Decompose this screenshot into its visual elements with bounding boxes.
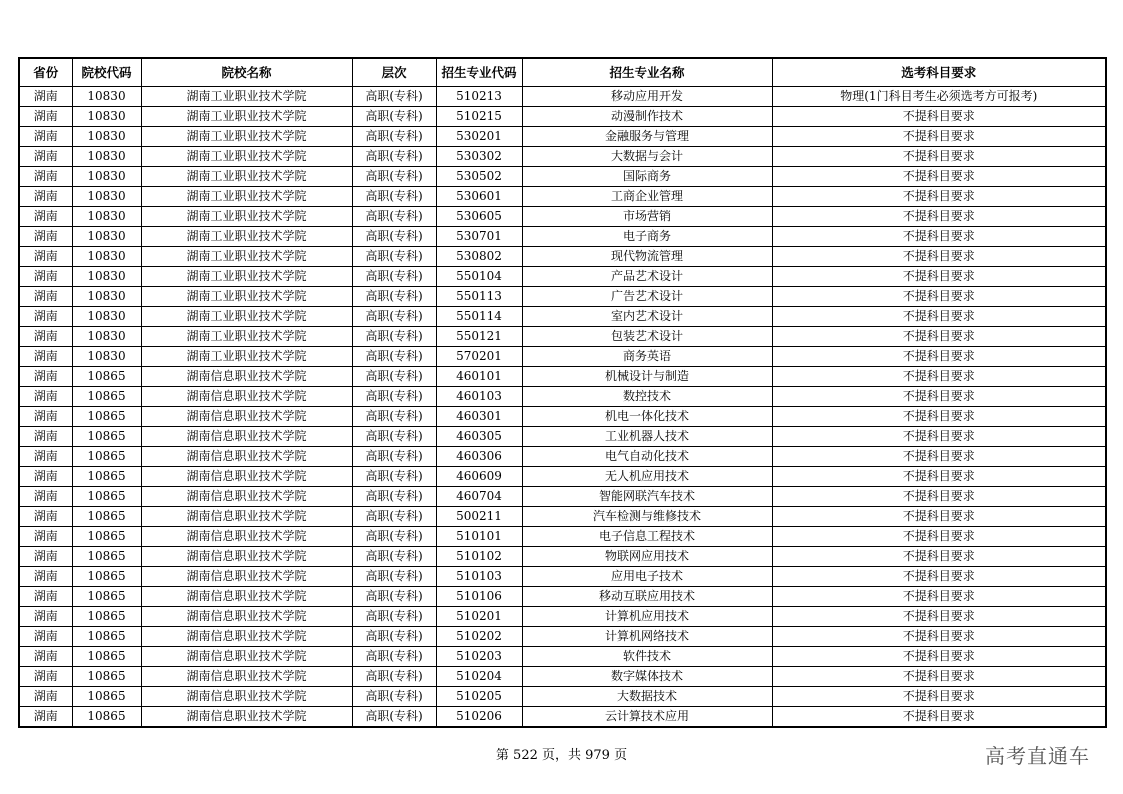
cell-major-code: 510204 (436, 667, 522, 687)
cell-school-name: 湖南信息职业技术学院 (141, 467, 352, 487)
table-row (19, 687, 1106, 707)
cell-province: 湖南 (19, 507, 72, 527)
cell-school-code: 10865 (72, 527, 141, 547)
table-row (19, 107, 1106, 127)
cell-subject-requirement: 不提科目要求 (772, 227, 1106, 247)
cell-school-name: 湖南工业职业技术学院 (141, 247, 352, 267)
cell-level: 高职(专科) (352, 147, 436, 167)
cell-province: 湖南 (19, 347, 72, 367)
cell-school-name: 湖南信息职业技术学院 (141, 647, 352, 667)
table-row (19, 627, 1106, 647)
table-row (19, 327, 1106, 347)
cell-subject-requirement: 不提科目要求 (772, 427, 1106, 447)
cell-subject-requirement: 不提科目要求 (772, 307, 1106, 327)
cell-province: 湖南 (19, 687, 72, 707)
cell-school-name: 湖南信息职业技术学院 (141, 587, 352, 607)
cell-major-code: 530701 (436, 227, 522, 247)
table-row (19, 407, 1106, 427)
cell-school-code: 10865 (72, 627, 141, 647)
table-row (19, 227, 1106, 247)
cell-major-code: 550121 (436, 327, 522, 347)
cell-province: 湖南 (19, 127, 72, 147)
cell-school-name: 湖南信息职业技术学院 (141, 607, 352, 627)
table-row (19, 567, 1106, 587)
cell-subject-requirement: 不提科目要求 (772, 407, 1106, 427)
cell-subject-requirement: 不提科目要求 (772, 627, 1106, 647)
table-row (19, 647, 1106, 667)
cell-province: 湖南 (19, 187, 72, 207)
cell-school-code: 10830 (72, 147, 141, 167)
cell-major-code: 460305 (436, 427, 522, 447)
cell-province: 湖南 (19, 387, 72, 407)
cell-school-name: 湖南信息职业技术学院 (141, 627, 352, 647)
cell-subject-requirement: 不提科目要求 (772, 287, 1106, 307)
cell-subject-requirement: 不提科目要求 (772, 527, 1106, 547)
cell-subject-requirement: 物理(1门科目考生必须选考方可报考) (772, 87, 1106, 107)
table-row (19, 527, 1106, 547)
cell-major-code: 510102 (436, 547, 522, 567)
cell-school-code: 10865 (72, 447, 141, 467)
cell-major-name: 现代物流管理 (522, 247, 772, 267)
cell-school-code: 10830 (72, 227, 141, 247)
cell-subject-requirement: 不提科目要求 (772, 447, 1106, 467)
cell-subject-requirement: 不提科目要求 (772, 567, 1106, 587)
cell-province: 湖南 (19, 287, 72, 307)
cell-subject-requirement: 不提科目要求 (772, 507, 1106, 527)
cell-subject-requirement: 不提科目要求 (772, 107, 1106, 127)
cell-school-name: 湖南工业职业技术学院 (141, 107, 352, 127)
cell-major-name: 云计算技术应用 (522, 707, 772, 728)
cell-school-code: 10865 (72, 567, 141, 587)
cell-school-code: 10865 (72, 587, 141, 607)
cell-level: 高职(专科) (352, 307, 436, 327)
cell-school-name: 湖南信息职业技术学院 (141, 407, 352, 427)
cell-subject-requirement: 不提科目要求 (772, 187, 1106, 207)
cell-school-name: 湖南信息职业技术学院 (141, 547, 352, 567)
cell-major-code: 460609 (436, 467, 522, 487)
page-number: 第 522 页，共 979 页 (495, 748, 628, 763)
cell-major-name: 汽车检测与维修技术 (522, 507, 772, 527)
table-row (19, 167, 1106, 187)
header-major-name: 招生专业名称 (522, 58, 772, 87)
cell-school-name: 湖南信息职业技术学院 (141, 667, 352, 687)
cell-province: 湖南 (19, 627, 72, 647)
cell-major-name: 数控技术 (522, 387, 772, 407)
cell-school-code: 10830 (72, 287, 141, 307)
cell-major-name: 包装艺术设计 (522, 327, 772, 347)
cell-school-code: 10865 (72, 407, 141, 427)
cell-level: 高职(专科) (352, 447, 436, 467)
cell-major-code: 550114 (436, 307, 522, 327)
cell-level: 高职(专科) (352, 687, 436, 707)
cell-level: 高职(专科) (352, 107, 436, 127)
cell-major-code: 530302 (436, 147, 522, 167)
cell-level: 高职(专科) (352, 227, 436, 247)
cell-major-name: 智能网联汽车技术 (522, 487, 772, 507)
cell-major-name: 计算机应用技术 (522, 607, 772, 627)
cell-subject-requirement: 不提科目要求 (772, 347, 1106, 367)
cell-school-name: 湖南工业职业技术学院 (141, 127, 352, 147)
cell-subject-requirement: 不提科目要求 (772, 707, 1106, 728)
cell-school-name: 湖南信息职业技术学院 (141, 687, 352, 707)
cell-major-name: 电气自动化技术 (522, 447, 772, 467)
cell-subject-requirement: 不提科目要求 (772, 667, 1106, 687)
cell-major-name: 机械设计与制造 (522, 367, 772, 387)
cell-major-name: 软件技术 (522, 647, 772, 667)
cell-subject-requirement: 不提科目要求 (772, 467, 1106, 487)
cell-major-code: 510101 (436, 527, 522, 547)
cell-level: 高职(专科) (352, 647, 436, 667)
cell-subject-requirement: 不提科目要求 (772, 327, 1106, 347)
cell-school-name: 湖南工业职业技术学院 (141, 147, 352, 167)
cell-province: 湖南 (19, 427, 72, 447)
cell-level: 高职(专科) (352, 187, 436, 207)
cell-province: 湖南 (19, 87, 72, 107)
cell-level: 高职(专科) (352, 327, 436, 347)
cell-school-code: 10865 (72, 607, 141, 627)
table-row (19, 447, 1106, 467)
cell-school-name: 湖南工业职业技术学院 (141, 167, 352, 187)
cell-major-name: 物联网应用技术 (522, 547, 772, 567)
table-row (19, 467, 1106, 487)
cell-school-code: 10830 (72, 347, 141, 367)
cell-major-name: 计算机网络技术 (522, 627, 772, 647)
cell-major-name: 电子信息工程技术 (522, 527, 772, 547)
cell-major-name: 金融服务与管理 (522, 127, 772, 147)
cell-province: 湖南 (19, 247, 72, 267)
cell-school-name: 湖南信息职业技术学院 (141, 427, 352, 447)
table-row (19, 87, 1106, 107)
cell-school-code: 10865 (72, 547, 141, 567)
cell-school-name: 湖南信息职业技术学院 (141, 567, 352, 587)
cell-school-code: 10830 (72, 207, 141, 227)
cell-level: 高职(专科) (352, 707, 436, 728)
cell-major-code: 550113 (436, 287, 522, 307)
cell-school-code: 10830 (72, 327, 141, 347)
header-level: 层次 (352, 58, 436, 87)
cell-level: 高职(专科) (352, 567, 436, 587)
cell-level: 高职(专科) (352, 87, 436, 107)
cell-province: 湖南 (19, 107, 72, 127)
cell-major-code: 460101 (436, 367, 522, 387)
table-row (19, 707, 1106, 728)
cell-major-name: 广告艺术设计 (522, 287, 772, 307)
cell-school-name: 湖南工业职业技术学院 (141, 187, 352, 207)
table-row (19, 367, 1106, 387)
cell-major-name: 大数据技术 (522, 687, 772, 707)
cell-level: 高职(专科) (352, 387, 436, 407)
cell-major-code: 510213 (436, 87, 522, 107)
cell-school-code: 10865 (72, 707, 141, 728)
cell-subject-requirement: 不提科目要求 (772, 367, 1106, 387)
cell-level: 高职(专科) (352, 587, 436, 607)
cell-major-name: 市场营销 (522, 207, 772, 227)
cell-level: 高职(专科) (352, 167, 436, 187)
table-row (19, 547, 1106, 567)
table-row (19, 127, 1106, 147)
cell-province: 湖南 (19, 547, 72, 567)
cell-subject-requirement: 不提科目要求 (772, 127, 1106, 147)
cell-major-name: 应用电子技术 (522, 567, 772, 587)
cell-school-code: 10830 (72, 267, 141, 287)
cell-level: 高职(专科) (352, 207, 436, 227)
cell-province: 湖南 (19, 207, 72, 227)
cell-major-name: 工商企业管理 (522, 187, 772, 207)
cell-school-name: 湖南工业职业技术学院 (141, 327, 352, 347)
cell-major-code: 530802 (436, 247, 522, 267)
table-row (19, 307, 1106, 327)
cell-school-code: 10830 (72, 87, 141, 107)
cell-province: 湖南 (19, 147, 72, 167)
cell-province: 湖南 (19, 447, 72, 467)
cell-level: 高职(专科) (352, 267, 436, 287)
table-row (19, 427, 1106, 447)
cell-province: 湖南 (19, 307, 72, 327)
cell-school-name: 湖南信息职业技术学院 (141, 527, 352, 547)
cell-school-code: 10865 (72, 467, 141, 487)
cell-major-code: 530201 (436, 127, 522, 147)
cell-province: 湖南 (19, 407, 72, 427)
cell-school-code: 10865 (72, 687, 141, 707)
table-row (19, 347, 1106, 367)
cell-level: 高职(专科) (352, 407, 436, 427)
cell-province: 湖南 (19, 167, 72, 187)
cell-major-code: 460704 (436, 487, 522, 507)
table-header-row (19, 58, 1106, 87)
cell-level: 高职(专科) (352, 347, 436, 367)
cell-major-name: 移动应用开发 (522, 87, 772, 107)
cell-major-name: 电子商务 (522, 227, 772, 247)
cell-subject-requirement: 不提科目要求 (772, 607, 1106, 627)
cell-level: 高职(专科) (352, 547, 436, 567)
cell-province: 湖南 (19, 587, 72, 607)
cell-province: 湖南 (19, 327, 72, 347)
cell-school-code: 10865 (72, 387, 141, 407)
header-school-code: 院校代码 (72, 58, 141, 87)
cell-school-name: 湖南工业职业技术学院 (141, 227, 352, 247)
table-row (19, 247, 1106, 267)
cell-major-code: 510215 (436, 107, 522, 127)
cell-major-code: 530601 (436, 187, 522, 207)
cell-level: 高职(专科) (352, 487, 436, 507)
cell-subject-requirement: 不提科目要求 (772, 247, 1106, 267)
table-row (19, 387, 1106, 407)
cell-major-name: 动漫制作技术 (522, 107, 772, 127)
cell-subject-requirement: 不提科目要求 (772, 207, 1106, 227)
cell-major-code: 530502 (436, 167, 522, 187)
table-row (19, 147, 1106, 167)
cell-major-name: 机电一体化技术 (522, 407, 772, 427)
cell-province: 湖南 (19, 567, 72, 587)
cell-major-code: 500211 (436, 507, 522, 527)
cell-province: 湖南 (19, 367, 72, 387)
cell-major-code: 460103 (436, 387, 522, 407)
cell-level: 高职(专科) (352, 427, 436, 447)
cell-school-code: 10830 (72, 127, 141, 147)
cell-level: 高职(专科) (352, 527, 436, 547)
cell-level: 高职(专科) (352, 507, 436, 527)
cell-province: 湖南 (19, 487, 72, 507)
table-row (19, 267, 1106, 287)
cell-province: 湖南 (19, 707, 72, 728)
table-row (19, 507, 1106, 527)
cell-subject-requirement: 不提科目要求 (772, 387, 1106, 407)
cell-subject-requirement: 不提科目要求 (772, 587, 1106, 607)
cell-subject-requirement: 不提科目要求 (772, 267, 1106, 287)
cell-province: 湖南 (19, 527, 72, 547)
cell-level: 高职(专科) (352, 247, 436, 267)
cell-level: 高职(专科) (352, 627, 436, 647)
cell-province: 湖南 (19, 647, 72, 667)
cell-major-code: 510201 (436, 607, 522, 627)
header-major-code: 招生专业代码 (436, 58, 522, 87)
table-row (19, 207, 1106, 227)
cell-school-name: 湖南信息职业技术学院 (141, 367, 352, 387)
cell-level: 高职(专科) (352, 367, 436, 387)
cell-school-name: 湖南信息职业技术学院 (141, 507, 352, 527)
cell-major-name: 无人机应用技术 (522, 467, 772, 487)
cell-school-name: 湖南信息职业技术学院 (141, 447, 352, 467)
cell-level: 高职(专科) (352, 607, 436, 627)
cell-school-code: 10830 (72, 187, 141, 207)
cell-major-code: 510103 (436, 567, 522, 587)
cell-school-code: 10865 (72, 507, 141, 527)
watermark-logo-text: 高考直通车 (985, 744, 1090, 768)
cell-school-name: 湖南工业职业技术学院 (141, 347, 352, 367)
cell-level: 高职(专科) (352, 287, 436, 307)
cell-province: 湖南 (19, 667, 72, 687)
cell-major-code: 460306 (436, 447, 522, 467)
header-school-name: 院校名称 (141, 58, 352, 87)
cell-province: 湖南 (19, 607, 72, 627)
cell-level: 高职(专科) (352, 667, 436, 687)
cell-major-name: 数字媒体技术 (522, 667, 772, 687)
cell-school-name: 湖南信息职业技术学院 (141, 387, 352, 407)
cell-school-name: 湖南工业职业技术学院 (141, 287, 352, 307)
cell-major-name: 移动互联应用技术 (522, 587, 772, 607)
cell-subject-requirement: 不提科目要求 (772, 147, 1106, 167)
table-row (19, 487, 1106, 507)
cell-major-name: 工业机器人技术 (522, 427, 772, 447)
cell-school-name: 湖南工业职业技术学院 (141, 307, 352, 327)
cell-major-code: 510106 (436, 587, 522, 607)
cell-school-name: 湖南工业职业技术学院 (141, 207, 352, 227)
cell-major-code: 510203 (436, 647, 522, 667)
cell-school-name: 湖南信息职业技术学院 (141, 487, 352, 507)
table-row (19, 667, 1106, 687)
cell-subject-requirement: 不提科目要求 (772, 687, 1106, 707)
cell-province: 湖南 (19, 227, 72, 247)
cell-subject-requirement: 不提科目要求 (772, 167, 1106, 187)
table-row (19, 607, 1106, 627)
cell-major-name: 国际商务 (522, 167, 772, 187)
cell-major-code: 510202 (436, 627, 522, 647)
cell-school-code: 10830 (72, 247, 141, 267)
cell-school-name: 湖南信息职业技术学院 (141, 707, 352, 728)
admissions-table (18, 57, 1107, 728)
cell-major-code: 530605 (436, 207, 522, 227)
table-row (19, 587, 1106, 607)
cell-major-name: 商务英语 (522, 347, 772, 367)
cell-level: 高职(专科) (352, 467, 436, 487)
cell-major-code: 510205 (436, 687, 522, 707)
cell-major-name: 室内艺术设计 (522, 307, 772, 327)
cell-school-name: 湖南工业职业技术学院 (141, 87, 352, 107)
table-row (19, 187, 1106, 207)
cell-school-code: 10865 (72, 367, 141, 387)
table-row (19, 287, 1106, 307)
cell-school-code: 10865 (72, 667, 141, 687)
cell-major-code: 510206 (436, 707, 522, 728)
cell-school-code: 10830 (72, 307, 141, 327)
cell-school-code: 10865 (72, 427, 141, 447)
header-subject-requirement: 选考科目要求 (772, 58, 1106, 87)
cell-major-name: 产品艺术设计 (522, 267, 772, 287)
cell-major-code: 550104 (436, 267, 522, 287)
cell-school-code: 10830 (72, 107, 141, 127)
cell-major-code: 570201 (436, 347, 522, 367)
cell-school-name: 湖南工业职业技术学院 (141, 267, 352, 287)
cell-province: 湖南 (19, 467, 72, 487)
cell-subject-requirement: 不提科目要求 (772, 487, 1106, 507)
cell-major-name: 大数据与会计 (522, 147, 772, 167)
cell-school-code: 10830 (72, 167, 141, 187)
cell-level: 高职(专科) (352, 127, 436, 147)
header-province: 省份 (19, 58, 72, 87)
cell-subject-requirement: 不提科目要求 (772, 547, 1106, 567)
cell-major-code: 460301 (436, 407, 522, 427)
cell-subject-requirement: 不提科目要求 (772, 647, 1106, 667)
cell-school-code: 10865 (72, 647, 141, 667)
cell-province: 湖南 (19, 267, 72, 287)
cell-school-code: 10865 (72, 487, 141, 507)
